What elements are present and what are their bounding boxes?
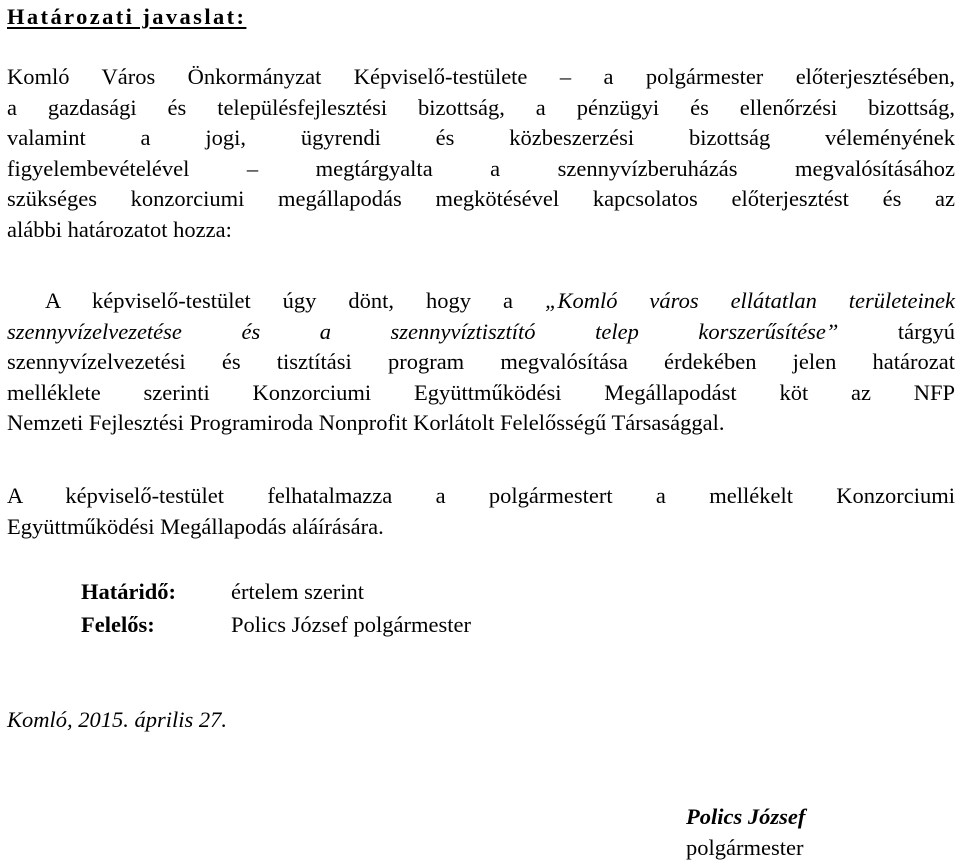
intro-line: valamint a jogi, ügyrendi és közbeszerzési bizottság véleményének xyxy=(7,125,955,150)
signature-name: Polics József xyxy=(686,804,806,829)
responsible-label: Felelős: xyxy=(81,612,155,637)
signature-block xyxy=(686,802,805,863)
intro-line: alábbi határozatot hozza: xyxy=(7,216,232,242)
decision-line: Nemzeti Fejlesztési Programiroda Nonprofit Korlátolt Felelősségű Társasággal. xyxy=(7,410,725,435)
decision-line xyxy=(7,317,955,348)
project-title-italic: szennyvízelvezetése és a szennyvíztisztító telep korszerűsítése” xyxy=(7,318,839,344)
authorization-line: A képviselő-testület felhatalmazza a polgármestert a mellékelt Konzorciumi xyxy=(7,483,955,508)
meta-block xyxy=(81,577,471,643)
decision-line xyxy=(7,286,955,317)
deadline-label: Határidő: xyxy=(81,579,176,604)
decision-text: tárgyú xyxy=(838,318,955,344)
intro-line: a gazdasági és településfejlesztési bizottság, a pénzügyi és ellenőrzési bizottság, xyxy=(7,94,955,120)
decision-paragraph xyxy=(7,286,955,439)
decision-line: szennyvízelvezetési és tisztítási program megvalósítása érdekében jelen határozat xyxy=(7,349,955,374)
decision-text: A képviselő-testület úgy dönt, hogy a xyxy=(45,288,545,313)
authorization-line: Együttműködési Megállapodás aláírására. xyxy=(7,513,384,539)
authorization-paragraph xyxy=(7,481,955,542)
deadline-row xyxy=(81,577,471,610)
intro-paragraph xyxy=(7,62,955,245)
project-title-italic: „Komló város ellátatlan területeinek xyxy=(544,288,955,313)
decision-line: melléklete szerinti Konzorciumi Együttműködési Megállapodást köt az NFP xyxy=(7,379,955,405)
intro-line: Komló Város Önkormányzat Képviselő-testülete – a polgármester előterjesztésében, xyxy=(7,64,955,89)
document-heading: Határozati javaslat: xyxy=(7,4,247,29)
responsible-value: Polics József polgármester xyxy=(231,612,471,637)
intro-line: szükséges konzorciumi megállapodás megkötésével kapcsolatos előterjesztést és az xyxy=(7,186,955,211)
deadline-value: értelem szerint xyxy=(231,579,365,604)
intro-line: figyelembevételével – megtárgyalta a szennyvízberuházás megvalósításához xyxy=(7,155,955,181)
responsible-row xyxy=(81,610,471,643)
signature-title: polgármester xyxy=(686,834,804,860)
document-date: Komló, 2015. április 27. xyxy=(7,707,228,732)
